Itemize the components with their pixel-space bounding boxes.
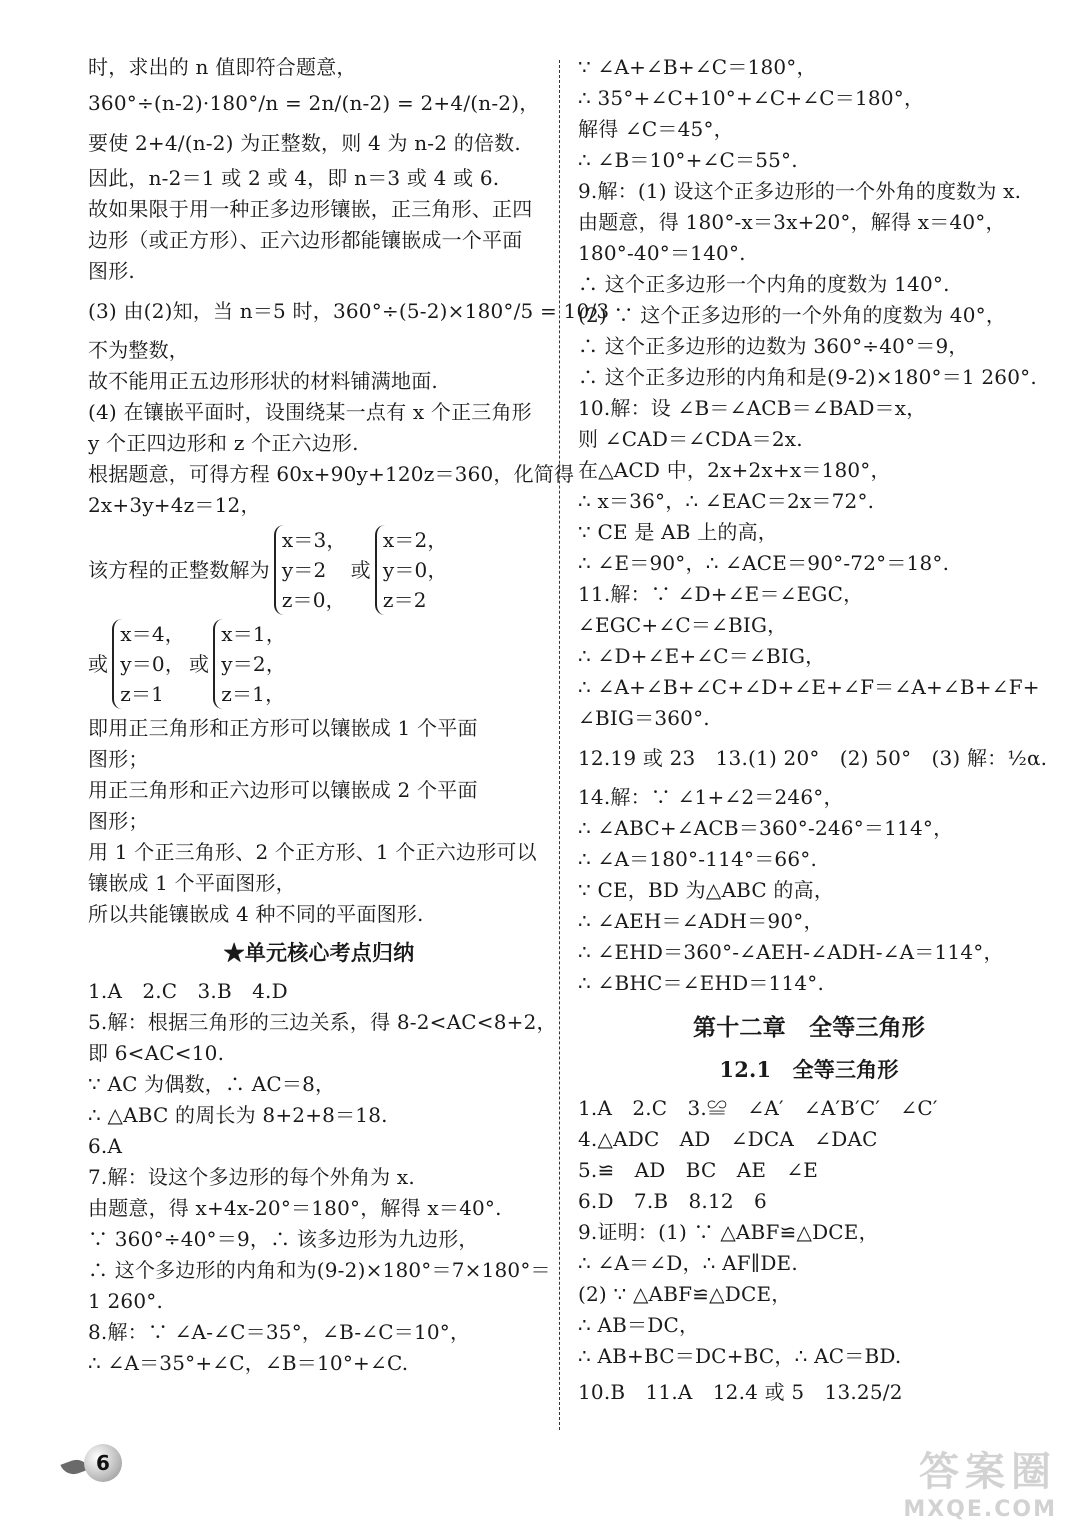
text-line: ∴ AB＝DC， — [578, 1313, 700, 1337]
text-line: ∴ ∠A+∠B+∠C+∠D+∠E+∠F＝∠A+∠B+∠F+ — [578, 675, 1040, 699]
section-heading: 12.1 全等三角形 — [719, 1057, 899, 1082]
left-lines-a — [88, 52, 610, 521]
text-line: 不为整数， — [88, 338, 189, 362]
text-line: 14.解：∵ ∠1+∠2＝246°， — [578, 785, 844, 809]
text-line: 10.解：设 ∠B＝∠ACB＝∠BAD＝x， — [578, 396, 927, 420]
text-line: 由题意，得 x+4x-20°＝180°，解得 x＝40°. — [88, 1196, 502, 1220]
text-line: ∴ 这个正多边形的内角和是(9-2)×180°＝1 260°. — [578, 365, 1037, 389]
system-solution-a: x＝4， y＝0， z＝1 — [112, 619, 185, 709]
text-line: 解得 ∠C＝45°， — [578, 117, 734, 141]
right-lines — [578, 52, 1048, 1412]
text-line: ∴ ∠D+∠E+∠C＝∠BIG， — [578, 644, 826, 668]
text-line: 1.A 2.C 3.≌ ∠A′ ∠A′B′C′ ∠C′ — [578, 1096, 938, 1120]
text-line: 4.△ADC AD ∠DCA ∠DAC — [578, 1127, 878, 1151]
text-line: 故如果限于用一种正多边形镶嵌，正三角形、正四 — [88, 197, 533, 221]
system-separator: 或 — [189, 652, 210, 676]
text-line: ∴ ∠E＝90°，∴ ∠ACE＝90°-72°＝18°. — [578, 551, 950, 575]
text-line: ∴ 这个正多边形一个内角的度数为 140°. — [578, 272, 950, 296]
column-divider — [559, 60, 560, 1430]
text-line: 用正三角形和正六边形可以镶嵌成 2 个平面 — [88, 778, 478, 802]
watermark-url: MXQE.COM — [903, 1497, 1057, 1522]
text-line: ∴ ∠AEH＝∠ADH＝90°， — [578, 909, 824, 933]
text-line: 9.证明：(1) ∵ △ABF≌△DCE， — [578, 1220, 879, 1244]
text-line: ∠EGC+∠C＝∠BIG， — [578, 613, 788, 637]
text-line: 180°-40°＝140°. — [578, 241, 746, 265]
text-line: 镶嵌成 1 个平面图形， — [88, 871, 296, 895]
text-line: ∵ AC 为偶数，∴ AC＝8， — [88, 1072, 336, 1096]
text-line: 时，求出的 n 值即符合题意， — [88, 55, 357, 79]
section-heading: 第十二章 全等三角形 — [693, 1014, 925, 1041]
text-line: 要使 2+4/(n-2) 为正整数，则 4 为 n-2 的倍数. — [88, 131, 521, 155]
text-line: ∵ CE 是 AB 上的高， — [578, 520, 778, 544]
right-column — [578, 52, 1048, 1412]
text-line: ∴ ∠A＝35°+∠C，∠B＝10°+∠C. — [88, 1351, 409, 1375]
text-line: 9.解：(1) 设这个正多边形的一个外角的度数为 x. — [578, 179, 1022, 203]
text-line: ∴ AB+BC＝DC+BC，∴ AC＝BD. — [578, 1344, 902, 1368]
text-line: ∴ ∠A＝∠D，∴ AF∥DE. — [578, 1251, 798, 1275]
left-column — [88, 52, 610, 1379]
text-line: 在△ACD 中，2x+2x+x＝180°， — [578, 458, 891, 482]
text-line: (2) ∵ 这个正多边形的一个外角的度数为 40°， — [578, 303, 1007, 327]
text-line: (2) ∵ △ABF≌△DCE， — [578, 1282, 792, 1306]
text-line: 则 ∠CAD＝∠CDA＝2x. — [578, 427, 803, 451]
system-label: 该方程的正整数解为 — [88, 558, 270, 582]
text-line: ∴ ∠B＝10°+∠C＝55°. — [578, 148, 798, 172]
text-line: 5.解：根据三角形的三边关系，得 8-2<AC<8+2， — [88, 1010, 557, 1034]
text-line: 故不能用正五边形形状的材料铺满地面. — [88, 369, 438, 393]
equation-system-1 — [88, 525, 550, 615]
text-line: 2x+3y+4z＝12， — [88, 493, 261, 517]
text-line: ∵ CE，BD 为△ABC 的高， — [578, 878, 835, 902]
text-line: ∠BIG＝360°. — [578, 706, 710, 730]
text-line: (4) 在镶嵌平面时，设围绕某一点有 x 个正三角形 — [88, 400, 532, 424]
text-line: 所以共能镶嵌成 4 种不同的平面图形. — [88, 902, 424, 926]
text-line: 7.解：设这个多边形的每个外角为 x. — [88, 1165, 415, 1189]
watermark-logo-text: 答案圈 — [919, 1449, 1057, 1495]
text-line: 5.≌ AD BC AE ∠E — [578, 1158, 819, 1182]
text-line: ∴ ∠ABC+∠ACB＝360°-246°＝114°， — [578, 816, 954, 840]
text-line: ∴ △ABC 的周长为 8+2+8＝18. — [88, 1103, 388, 1127]
text-line: 图形. — [88, 259, 135, 283]
text-line: ∵ 360°÷40°＝9，∴ 该多边形为九边形， — [88, 1227, 479, 1251]
text-line: 360°÷(n-2)·180°/n = 2n/(n-2) = 2+4/(n-2)， — [88, 91, 540, 115]
system-separator: 或 — [350, 558, 371, 582]
system-solution-a: x＝3， y＝2 z＝0， — [274, 525, 347, 615]
text-line: 即 6<AC<10. — [88, 1041, 225, 1065]
text-line: 12.19 或 23 13.(1) 20° (2) 50° (3) 解：½α. — [578, 746, 1048, 770]
text-line: 8.解：∵ ∠A-∠C＝35°，∠B-∠C＝10°， — [88, 1320, 471, 1344]
left-lines-b — [88, 713, 557, 1379]
text-line: 1 260°. — [88, 1289, 164, 1313]
text-line: ∴ x＝36°，∴ ∠EAC＝2x＝72°. — [578, 489, 875, 513]
text-line: 1.A 2.C 3.B 4.D — [88, 979, 288, 1003]
watermark — [903, 1440, 1057, 1522]
text-line: 即用正三角形和正方形可以镶嵌成 1 个平面 — [88, 716, 478, 740]
text-line: ∵ ∠A+∠B+∠C＝180°， — [578, 55, 817, 79]
text-line: 图形； — [88, 809, 149, 833]
text-line: 用 1 个正三角形、2 个正方形、1 个正六边形可以 — [88, 840, 537, 864]
text-line: 因此，n-2＝1 或 2 或 4，即 n＝3 或 4 或 6. — [88, 166, 500, 190]
text-line: y 个正四边形和 z 个正六边形. — [88, 431, 359, 455]
text-line: ∴ ∠EHD＝360°-∠AEH-∠ADH-∠A＝114°， — [578, 940, 1004, 964]
text-line: 6.D 7.B 8.12 6 — [578, 1189, 767, 1213]
text-line: 6.A — [88, 1134, 123, 1158]
text-line: 根据题意，可得方程 60x+90y+120z＝360，化简得 — [88, 462, 575, 486]
system-solution-b: x＝1， y＝2， z＝1， — [213, 619, 286, 709]
page-footer — [62, 1440, 142, 1484]
equation-system-2 — [88, 619, 550, 709]
text-line: ∴ 这个多边形的内角和为(9-2)×180°＝7×180°＝ — [88, 1258, 551, 1282]
text-line: (3) 由(2)知，当 n＝5 时，360°÷(5-2)×180°/5 = 10/3 — [88, 299, 610, 323]
page-number: 6 — [84, 1444, 122, 1482]
text-line: ∴ 这个正多边形的边数为 360°÷40°＝9， — [578, 334, 969, 358]
text-line: 图形； — [88, 747, 149, 771]
text-line: 由题意，得 180°-x＝3x+20°，解得 x＝40°， — [578, 210, 1006, 234]
text-line: ∴ ∠A＝180°-114°＝66°. — [578, 847, 817, 871]
text-line: 10.B 11.A 12.4 或 5 13.25/2 — [578, 1380, 903, 1404]
text-line: ∴ ∠BHC＝∠EHD＝114°. — [578, 971, 825, 995]
text-line: 边形（或正方形）、正六边形都能镶嵌成一个平面 — [88, 228, 523, 252]
system-label: 或 — [88, 652, 109, 676]
text-line: ∴ 35°+∠C+10°+∠C+∠C＝180°， — [578, 86, 925, 110]
section-heading: ★单元核心考点归纳 — [223, 940, 415, 965]
text-line: 11.解：∵ ∠D+∠E＝∠EGC， — [578, 582, 864, 606]
system-solution-b: x＝2， y＝0， z＝2 — [375, 525, 448, 615]
